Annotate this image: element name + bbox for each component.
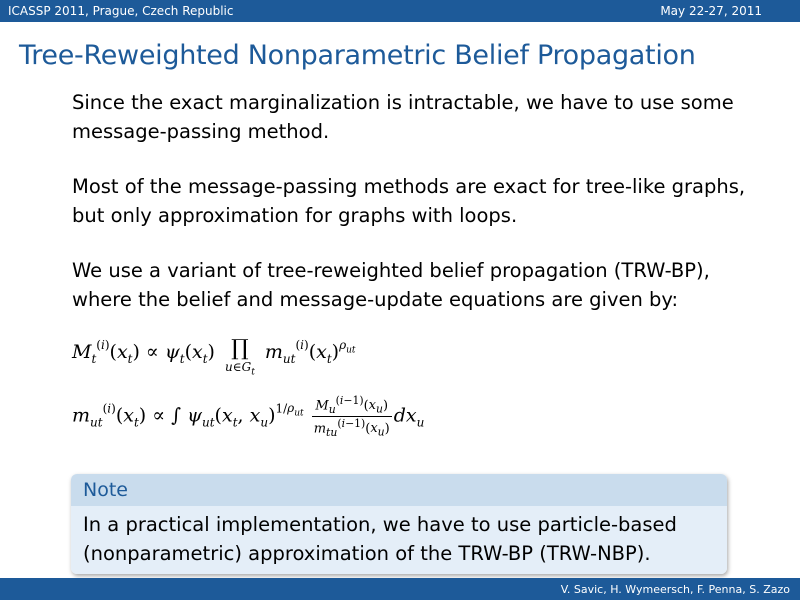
note-heading: Note bbox=[71, 474, 727, 506]
note-block bbox=[71, 474, 727, 574]
belief-equation: $M_t^{(i)}(x_t) \propto \psi_t(x_t)$ ∏ $u\in G_t$ $m_{ut}^{(i)}(x_t)^{\rho_{ut}}$ bbox=[72, 336, 356, 378]
slide-title: Tree-Reweighted Nonparametric Belief Propagation bbox=[19, 40, 696, 71]
paragraph-message-passing: Most of the message-passing methods are exact for tree-like graphs, but only approximation for graphs with loops. bbox=[72, 175, 746, 227]
paragraph-marginalization: Since the exact marginalization is intractable, we have to use some message-passing method. bbox=[72, 91, 734, 143]
footer-bar bbox=[0, 578, 800, 600]
conference-name: ICASSP 2011, Prague, Czech Republic bbox=[8, 4, 234, 18]
header-bar bbox=[0, 0, 800, 22]
note-text: In a practical implementation, we have to use particle-based (nonparametric) approximation of the TRW-BP (TRW-NBP). bbox=[71, 506, 727, 574]
message-update-equation: $m_{ut}^{(i)}(x_t)$ ∝ ∫ $\psi_{ut}(x_t$, $x_u)^{1/\rho_{ut}}$ $\frac{M_u^{(i-1)}(x_u)}{m_{tu}^{(i-1)}(x_u)}$ $dx_u$ bbox=[72, 394, 425, 439]
footer-authors: V. Savic, H. Wymeersch, F. Penna, S. Zazo bbox=[560, 583, 790, 596]
paragraph-trw-bp: We use a variant of tree-reweighted belief propagation (TRW-BP), where the belief and message-update equations are given by: bbox=[72, 259, 710, 311]
conference-date: May 22-27, 2011 bbox=[660, 4, 762, 18]
